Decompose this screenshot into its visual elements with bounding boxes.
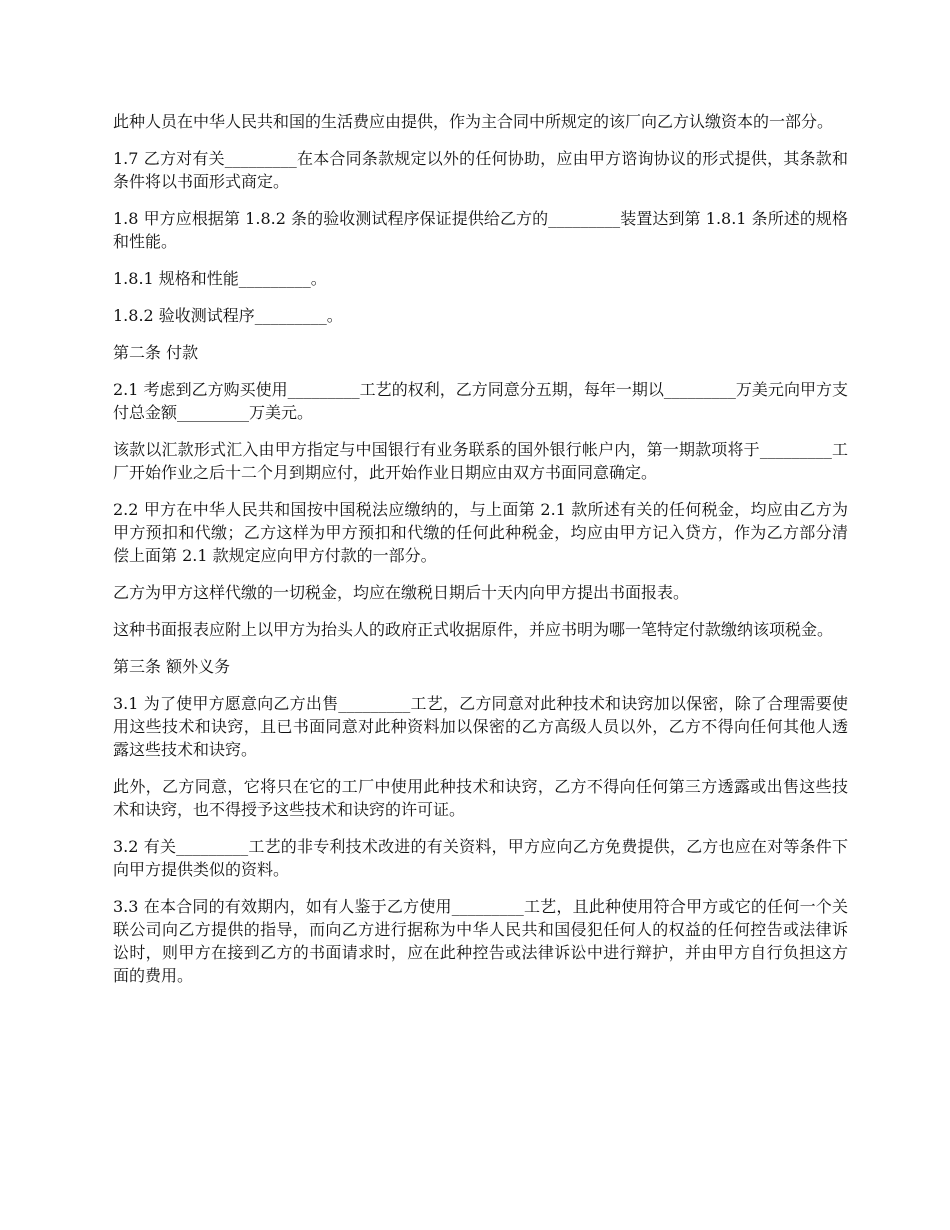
paragraph-living-expenses: 此种人员在中华人民共和国的生活费应由提供，作为主合同中所规定的该厂向乙方认缴资本的一部分。 <box>113 112 834 131</box>
paragraph-2-1: 2.1 考虑到乙方购买使用_________工艺的权利，乙方同意分五期，每年一期以_________万美元向甲方支付总金额_________万美元。 <box>113 380 848 422</box>
paragraph-3-1: 3.1 为了使甲方愿意向乙方出售_________工艺，乙方同意对此种技术和诀窍加以保密，除了合理需要使用这些技术和诀窍，且已书面同意对此种资料加以保密的乙方高级人员以外，乙方不得向任何其他人透露这些技术和诀窍。 <box>113 694 848 759</box>
paragraph-tax-statement: 乙方为甲方这样代缴的一切税金，均应在缴税日期后十天内向甲方提出书面报表。 <box>113 583 690 602</box>
document-body <box>113 110 848 1001</box>
paragraph-1-7: 1.7 乙方对有关_________在本合同条款规定以外的任何协助，应由甲方谘询协议的形式提供，其条款和条件将以书面形式商定。 <box>113 149 848 191</box>
section-heading-article-3: 第三条 额外义务 <box>113 657 231 676</box>
paragraph-1-8-1: 1.8.1 规格和性能_________。 <box>113 269 327 288</box>
paragraph-receipt: 这种书面报表应附上以甲方为抬头人的政府正式收据原件，并应书明为哪一笔特定付款缴纳该项税金。 <box>113 620 834 639</box>
paragraph-1-8-2: 1.8.2 验收测试程序_________。 <box>113 306 343 325</box>
paragraph-1-8: 1.8 甲方应根据第 1.8.2 条的验收测试程序保证提供给乙方的_________装置达到第 1.8.1 条所述的规格和性能。 <box>113 209 848 251</box>
paragraph-3-2: 3.2 有关_________工艺的非专利技术改进的有关资料，甲方应向乙方免费提供，乙方也应在对等条件下向甲方提供类似的资料。 <box>113 837 848 879</box>
paragraph-2-2: 2.2 甲方在中华人民共和国按中国税法应缴纳的，与上面第 2.1 款所述有关的任何税金，均应由乙方为甲方预扣和代缴；乙方这样为甲方预扣和代缴的任何此种税金，均应由甲方记入贷方，作为乙方部分清偿上面第 2.1 款规定应向甲方付款的一部分。 <box>113 500 848 565</box>
section-heading-article-2: 第二条 付款 <box>113 343 199 362</box>
paragraph-third-party: 此外，乙方同意，它将只在它的工厂中使用此种技术和诀窍，乙方不得向任何第三方透露或出售这些技术和诀窍，也不得授予这些技术和诀窍的许可证。 <box>113 777 848 819</box>
paragraph-3-3: 3.3 在本合同的有效期内，如有人鉴于乙方使用_________工艺，且此种使用符合甲方或它的任何一个关联公司向乙方提供的指导，而向乙方进行据称为中华人民共和国侵犯任何人的权益的任何控告或法律诉讼时，则甲方在接到乙方的书面请求时，应在此种控告或法律诉讼中进行辩护，并由甲方自行负担这方面的费用。 <box>113 897 848 985</box>
paragraph-remittance: 该款以汇款形式汇入由甲方指定与中国银行有业务联系的国外银行帐户内，第一期款项将于_________工厂开始作业之后十二个月到期应付，此开始作业日期应由双方书面同意确定。 <box>113 440 848 482</box>
